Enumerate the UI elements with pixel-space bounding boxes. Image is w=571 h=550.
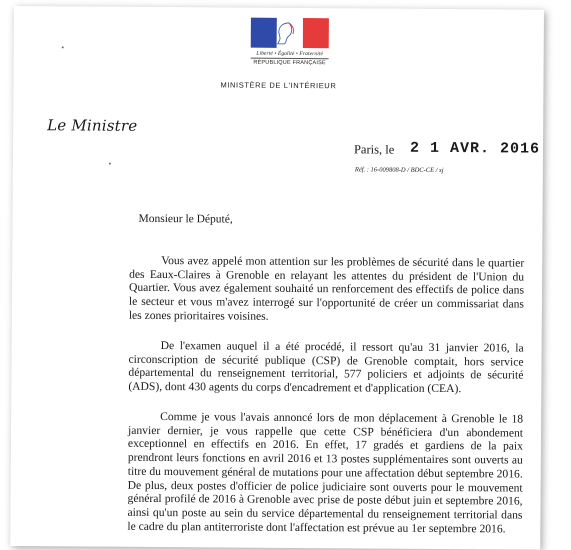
marianne-profile-icon [271,20,301,48]
paragraph-1 [129,254,524,325]
scan-speck [109,163,111,165]
reference-line: Réf. : 16-009808-D / BDC-CE / sj [354,166,444,175]
signer-title: Le Ministre [47,116,138,135]
ministry-name: MINISTÈRE DE L'INTÉRIEUR [220,80,337,91]
republic-motto: Liberté • Égalité • Fraternité [256,50,324,58]
salutation: Monsieur le Député, [138,212,233,226]
paragraph-2 [128,339,523,397]
paragraph-3 [127,410,523,536]
letter-page [10,6,544,550]
paragraph-text: Comme je vous l'avais annoncé lors de mon déplacement à Grenoble le 18 janvier dernier, je vous rappelle que cette CSP bénéficiera d'un abondement exceptionnel en effectifs en 2016. En effet, 17 gradés et gardiens de la paix prendront leurs fonctions en avril 2016 et 13 postes supplémentaires sont ouverts au titre du mouvement général de mutations pour une affectation début septembre 2016. De plus, deux postes d'officier de police judiciaire sont ouverts pour le mouvement général profilé de 2016 à Grenoble avec prise de poste début juin et septembre 2016, ainsi qu'un poste au sein du service départemental du renseignement territorial dans le cadre du plan antiterroriste dont l'affectation est prévue au 1er septembre 2016. [127,410,524,536]
paragraph-text: De l'examen auquel il a été procédé, il ressort qu'au 31 janvier 2016, la circonscription de sécurité publique (CSP) de Grenoble comptait, hors service départemental du renseignement territorial, 577 policiers et adjoints de sécurité (ADS), dont 430 agents du corps d'encadrement et d'application (CEA). [128,339,524,396]
scan-speck [62,46,64,48]
tricolor-flag-icon [251,18,329,49]
letter-date-stamp: 2 1 AVR. 2016 [409,139,541,158]
republic-name: RÉPUBLIQUE FRANÇAISE [251,58,329,67]
marianne-logo [251,18,329,67]
paragraph-text: Vous avez appelé mon attention sur les problèmes de sécurité dans le quartier des Eaux-Claires à Grenoble en relayant les attentes du président de l'Union du Quartier. Vous avez également souhaité un renforcement des effectifs de police dans le secteur et vous m'avez interrogé sur l'opportunité de créer un commissariat dans les zones prioritaires voisines. [128,254,525,323]
letter-place: Paris, le [353,142,395,157]
